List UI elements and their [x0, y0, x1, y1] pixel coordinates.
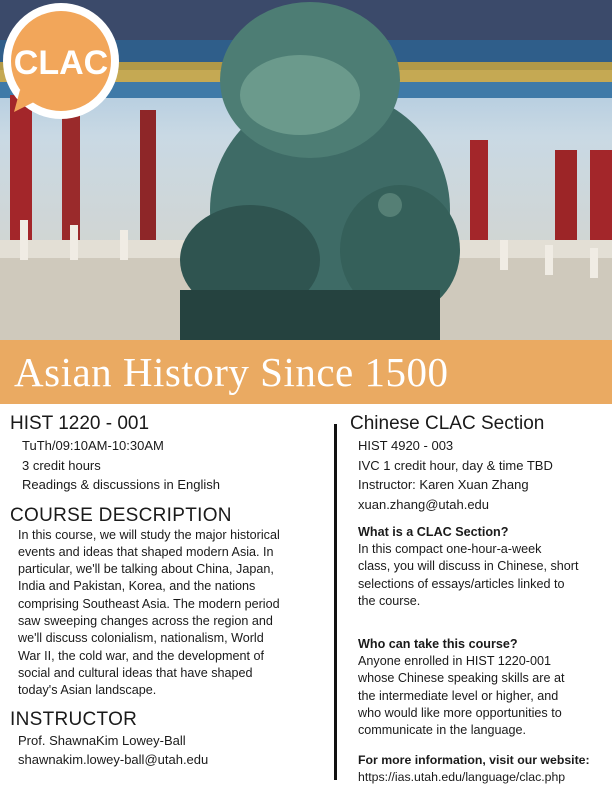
more-info-label: For more information, visit our website: — [358, 752, 590, 767]
course-description — [18, 527, 330, 700]
description-line: today's Asian landscape. — [18, 683, 157, 698]
title-banner — [0, 340, 612, 404]
course-credits: 3 credit hours — [22, 457, 101, 473]
clac-email[interactable]: xuan.zhang@utah.edu — [358, 496, 490, 512]
answer-line: Anyone enrolled in HIST 1220-001 — [358, 654, 552, 669]
answer-line: the intermediate level or higher, and — [358, 688, 559, 703]
clac-instructor: Instructor: Karen Xuan Zhang — [358, 477, 529, 492]
clac-logo — [0, 0, 122, 122]
instructor-email[interactable]: shawnakim.lowey-ball@utah.edu — [18, 752, 209, 768]
clac-question-what: What is a CLAC Section? — [358, 525, 509, 539]
description-line: In this course, we will study the major historical — [18, 527, 280, 542]
column-divider — [334, 424, 337, 780]
clac-credit: IVC 1 credit hour, day & time TBD — [358, 457, 553, 473]
clac-course-code: HIST 4920 - 003 — [358, 438, 454, 453]
answer-line: class, you will discuss in Chinese, short — [358, 559, 579, 574]
description-line: War II, the cold war, and the development of — [18, 648, 264, 663]
description-line: India and Pakistan, Korea, and the nations — [18, 579, 256, 594]
answer-line: the course. — [358, 593, 421, 608]
course-column — [10, 412, 330, 769]
instructor-info — [18, 731, 330, 769]
description-line: events and ideas that shaped modern Asia. In — [18, 544, 274, 559]
description-line: saw sweeping changes across the region and — [18, 613, 273, 628]
answer-line: who would like more opportunities to — [358, 706, 562, 721]
course-details — [22, 436, 330, 495]
answer-line: communicate in the language. — [358, 723, 527, 738]
hero-photo — [0, 0, 612, 340]
clac-question-who: Who can take this course? — [358, 637, 518, 652]
clac-details — [358, 436, 608, 514]
instructor-name: Prof. ShawnaKim Lowey-Ball — [18, 733, 186, 749]
clac-answer-who — [358, 653, 608, 739]
more-info — [358, 752, 608, 786]
description-line: social and cultural ideas that have shaped — [18, 665, 253, 680]
website-link[interactable]: https://ias.utah.edu/language/clac.php — [358, 769, 566, 784]
description-line: comprising Southeast Asia. The modern period — [18, 596, 280, 611]
clac-answer-what — [358, 541, 608, 610]
instructor-heading: INSTRUCTOR — [10, 709, 138, 731]
description-heading: COURSE DESCRIPTION — [10, 504, 232, 526]
clac-logo-text: CLAC — [13, 44, 109, 82]
clac-column — [350, 412, 608, 786]
course-code: HIST 1220 - 001 — [10, 413, 150, 434]
page-title: Asian History Since 1500 — [14, 349, 449, 395]
course-language: Readings & discussions in English — [22, 477, 220, 492]
course-schedule: TuTh/09:10AM-10:30AM — [22, 438, 164, 453]
answer-line: In this compact one-hour-a-week — [358, 542, 542, 556]
clac-section-heading: Chinese CLAC Section — [350, 413, 545, 434]
answer-line: selections of essays/articles linked to — [358, 576, 565, 591]
answer-line: whose Chinese speaking skills are at — [358, 671, 565, 686]
description-line: particular, we'll be talking about China, Japan, — [18, 562, 274, 577]
description-line: we'll discuss colonialism, nationalism, World — [18, 631, 264, 646]
